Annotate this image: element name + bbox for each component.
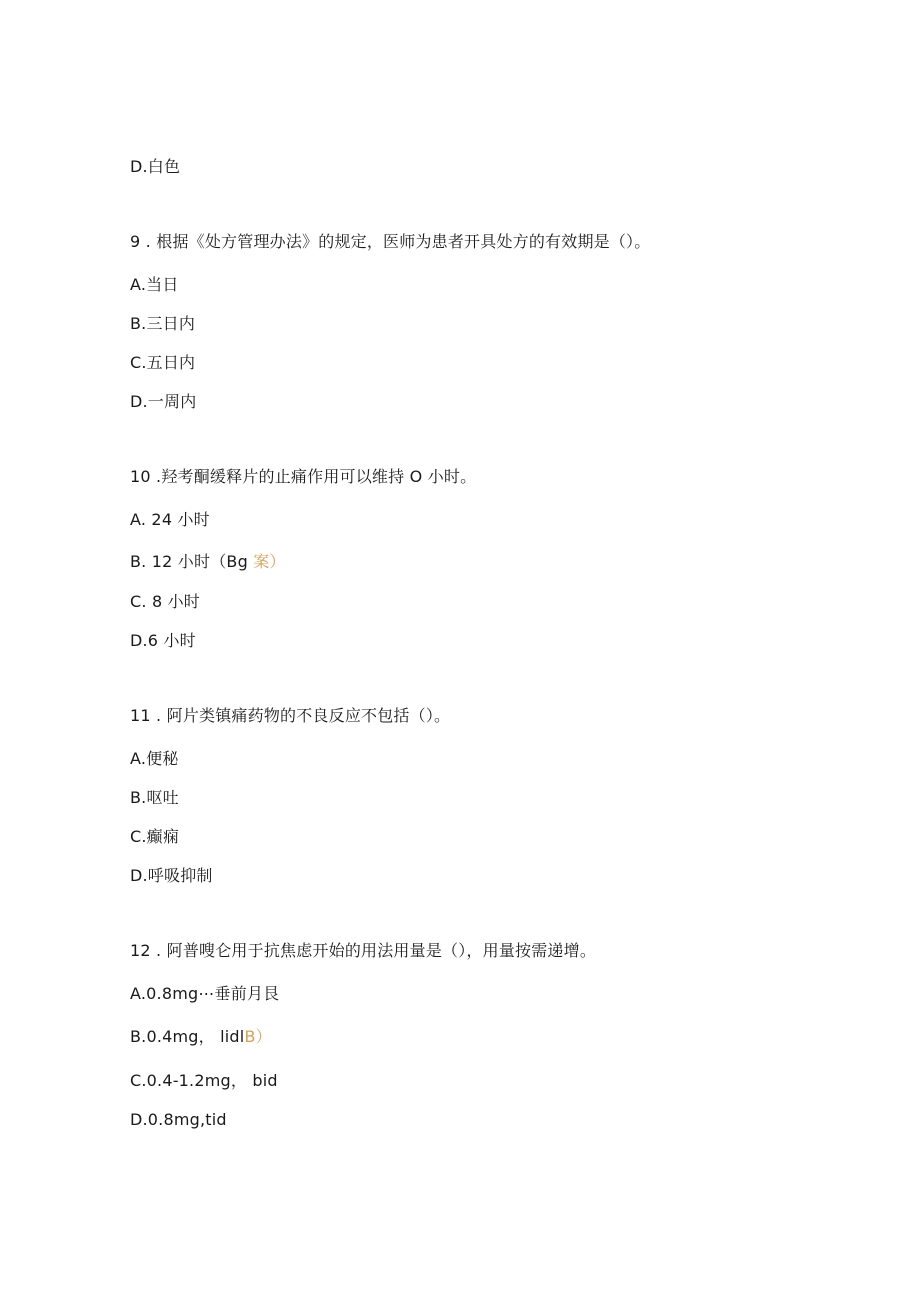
question-10-option-b <box>130 552 286 572</box>
question-12-option-b-text: B.0.4mg， lidl <box>130 1027 245 1046</box>
question-9-stem: 9 . 根据《处方管理办法》的规定，医师为患者开具处方的有效期是（）。 <box>130 232 651 251</box>
question-9-option-a: A.当日 <box>130 275 179 294</box>
question-12-stem: 12 . 阿普嗖仑用于抗焦虑开始的用法用量是（），用量按需递增。 <box>130 941 597 960</box>
question-11-option-c: C.癫痫 <box>130 827 180 846</box>
question-11-stem: 11 . 阿片类镇痛药物的不良反应不包括（）。 <box>130 706 451 725</box>
question-9-option-b: B.三日内 <box>130 314 196 333</box>
question-10-option-b-answer-mark: 案） <box>253 552 286 571</box>
option-d-previous: D.白色 <box>130 157 181 176</box>
question-12-option-b-answer-mark: B） <box>244 1027 272 1046</box>
question-11-option-b: B.呕吐 <box>130 788 179 807</box>
question-12-option-c: C.0.4-1.2mg， bid <box>130 1071 278 1090</box>
question-9-option-d: D.一周内 <box>130 392 197 411</box>
question-10-option-a: A. 24 小时 <box>130 510 210 529</box>
question-12-option-d: D.0.8mg,tid <box>130 1110 227 1129</box>
question-10-option-c: C. 8 小时 <box>130 592 201 611</box>
question-10-option-b-text: B. 12 小时（Bg <box>130 552 254 571</box>
question-11-option-a: A.便秘 <box>130 749 179 768</box>
question-11-option-d: D.呼吸抑制 <box>130 866 213 885</box>
question-10-option-d: D.6 小时 <box>130 631 196 650</box>
question-10-stem: 10 .羟考酮缓释片的止痛作用可以维持 O 小时。 <box>130 467 477 486</box>
question-12-option-b <box>130 1027 272 1047</box>
question-12-option-a: A.0.8mg⋯垂前月艮 <box>130 984 280 1003</box>
question-9-option-c: C.五日内 <box>130 353 196 372</box>
